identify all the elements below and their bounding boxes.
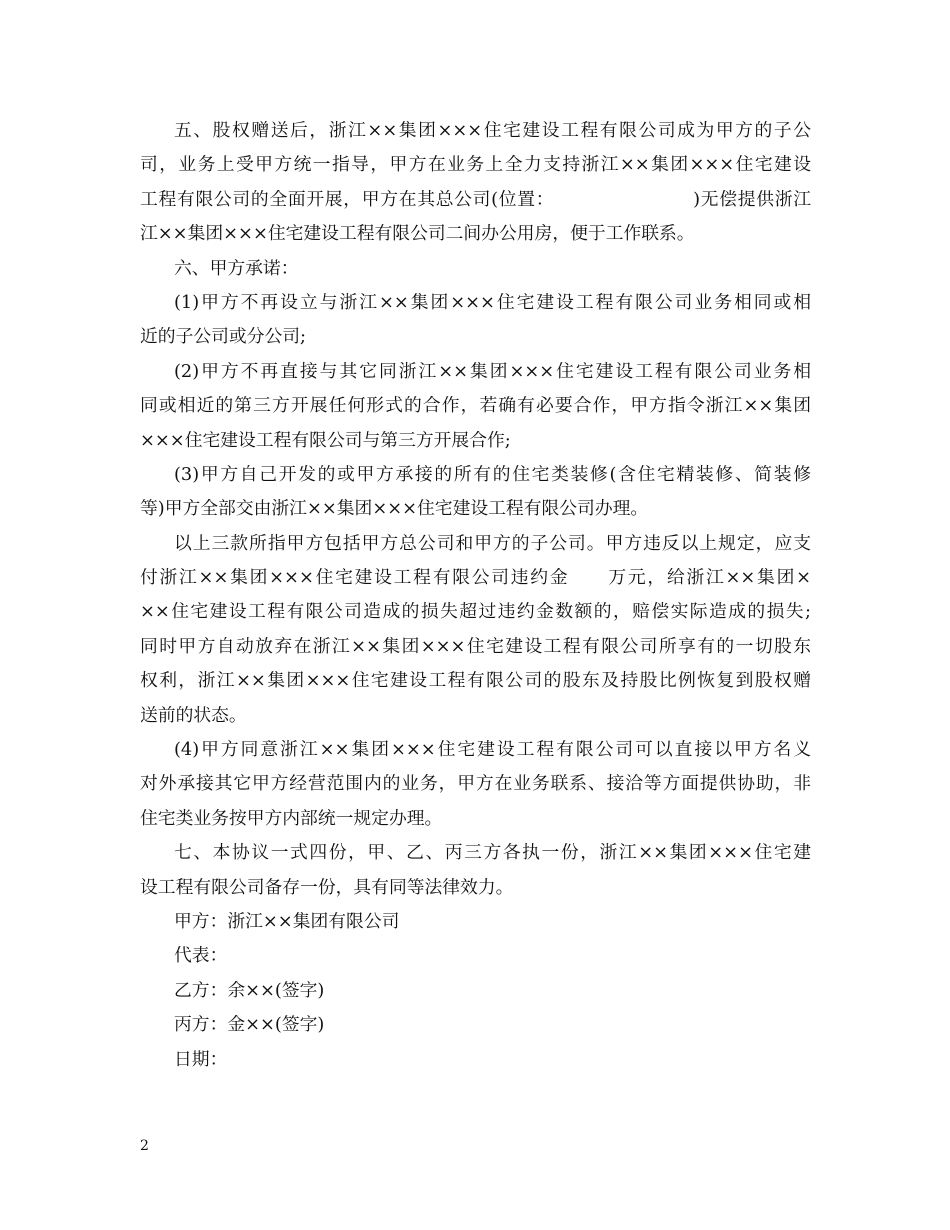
item-4-line-1: (4)甲方同意浙江××集团×××住宅建设工程有限公司可以直接以甲方名义 <box>174 739 811 761</box>
clause-7-line-2: 设工程有限公司备存一份，具有同等法律效力。 <box>140 876 514 898</box>
item-2-line-1: (2)甲方不再直接与其它同浙江××集团×××住宅建设工程有限公司业务相 <box>174 360 811 382</box>
document-body <box>140 114 811 1077</box>
penalty-line-5: 权利，浙江××集团×××住宅建设工程有限公司的股东及持股比例恢复到股权赠 <box>140 670 811 692</box>
party-b-line: 乙方：余××(签字) <box>174 979 325 1001</box>
party-a-line: 甲方：浙江××集团有限公司 <box>174 910 400 932</box>
penalty-line-6: 送前的状态。 <box>140 704 247 726</box>
clause-5-line-4: 江××集团×××住宅建设工程有限公司二间办公用房，便于工作联系。 <box>140 223 695 245</box>
page-number: 2 <box>140 1138 149 1154</box>
clause-5-line-1: 五、股权赠送后，浙江××集团×××住宅建设工程有限公司成为甲方的子公 <box>174 120 811 141</box>
item-3-line-2: 等)甲方全部交由浙江××集团×××住宅建设工程有限公司办理。 <box>140 498 649 520</box>
date-line: 日期： <box>174 1048 228 1070</box>
party-c-line: 丙方：金××(签字) <box>174 1014 325 1036</box>
representative-line: 代表： <box>174 945 228 967</box>
item-1-line-1: (1)甲方不再设立与浙江××集团×××住宅建设工程有限公司业务相同或相 <box>174 291 811 313</box>
item-2-line-2: 同或相近的第三方开展任何形式的合作，若确有必要合作，甲方指令浙江××集团 <box>140 395 811 417</box>
penalty-line-4: 同时甲方自动放弃在浙江××集团×××住宅建设工程有限公司所享有的一切股东 <box>140 635 811 657</box>
item-1-line-2: 近的子公司或分公司; <box>140 326 307 348</box>
item-3-line-1: (3)甲方自己开发的或甲方承接的所有的住宅类装修(含住宅精装修、简装修 <box>174 463 811 485</box>
item-2-line-3: ×××住宅建设工程有限公司与第三方开展合作; <box>140 429 511 451</box>
penalty-line-1: 以上三款所指甲方包括甲方总公司和甲方的子公司。甲方违反以上规定，应支 <box>174 532 811 554</box>
clause-6-heading: 六、甲方承诺： <box>174 257 299 279</box>
item-4-line-2: 对外承接其它甲方经营范围内的业务，甲方在业务联系、接洽等方面提供协助，非 <box>140 773 811 795</box>
item-4-line-3: 住宅类业务按甲方内部统一规定办理。 <box>140 807 443 829</box>
clause-7-line-1: 七、本协议一式四份，甲、乙、丙三方各执一份，浙江××集团×××住宅建 <box>174 842 811 864</box>
clause-5-line-2: 司，业务上受甲方统一指导，甲方在业务上全力支持浙江××集团×××住宅建设 <box>140 154 811 176</box>
penalty-line-3: ××住宅建设工程有限公司造成的损失超过违约金数额的，赔偿实际造成的损失; <box>140 601 811 623</box>
penalty-line-2: 付浙江××集团×××住宅建设工程有限公司违约金 万元，给浙江××集团× <box>140 567 811 589</box>
clause-5-line-3: 工程有限公司的全面开展，甲方在其总公司(位置： )无偿提供浙江 <box>140 188 811 210</box>
